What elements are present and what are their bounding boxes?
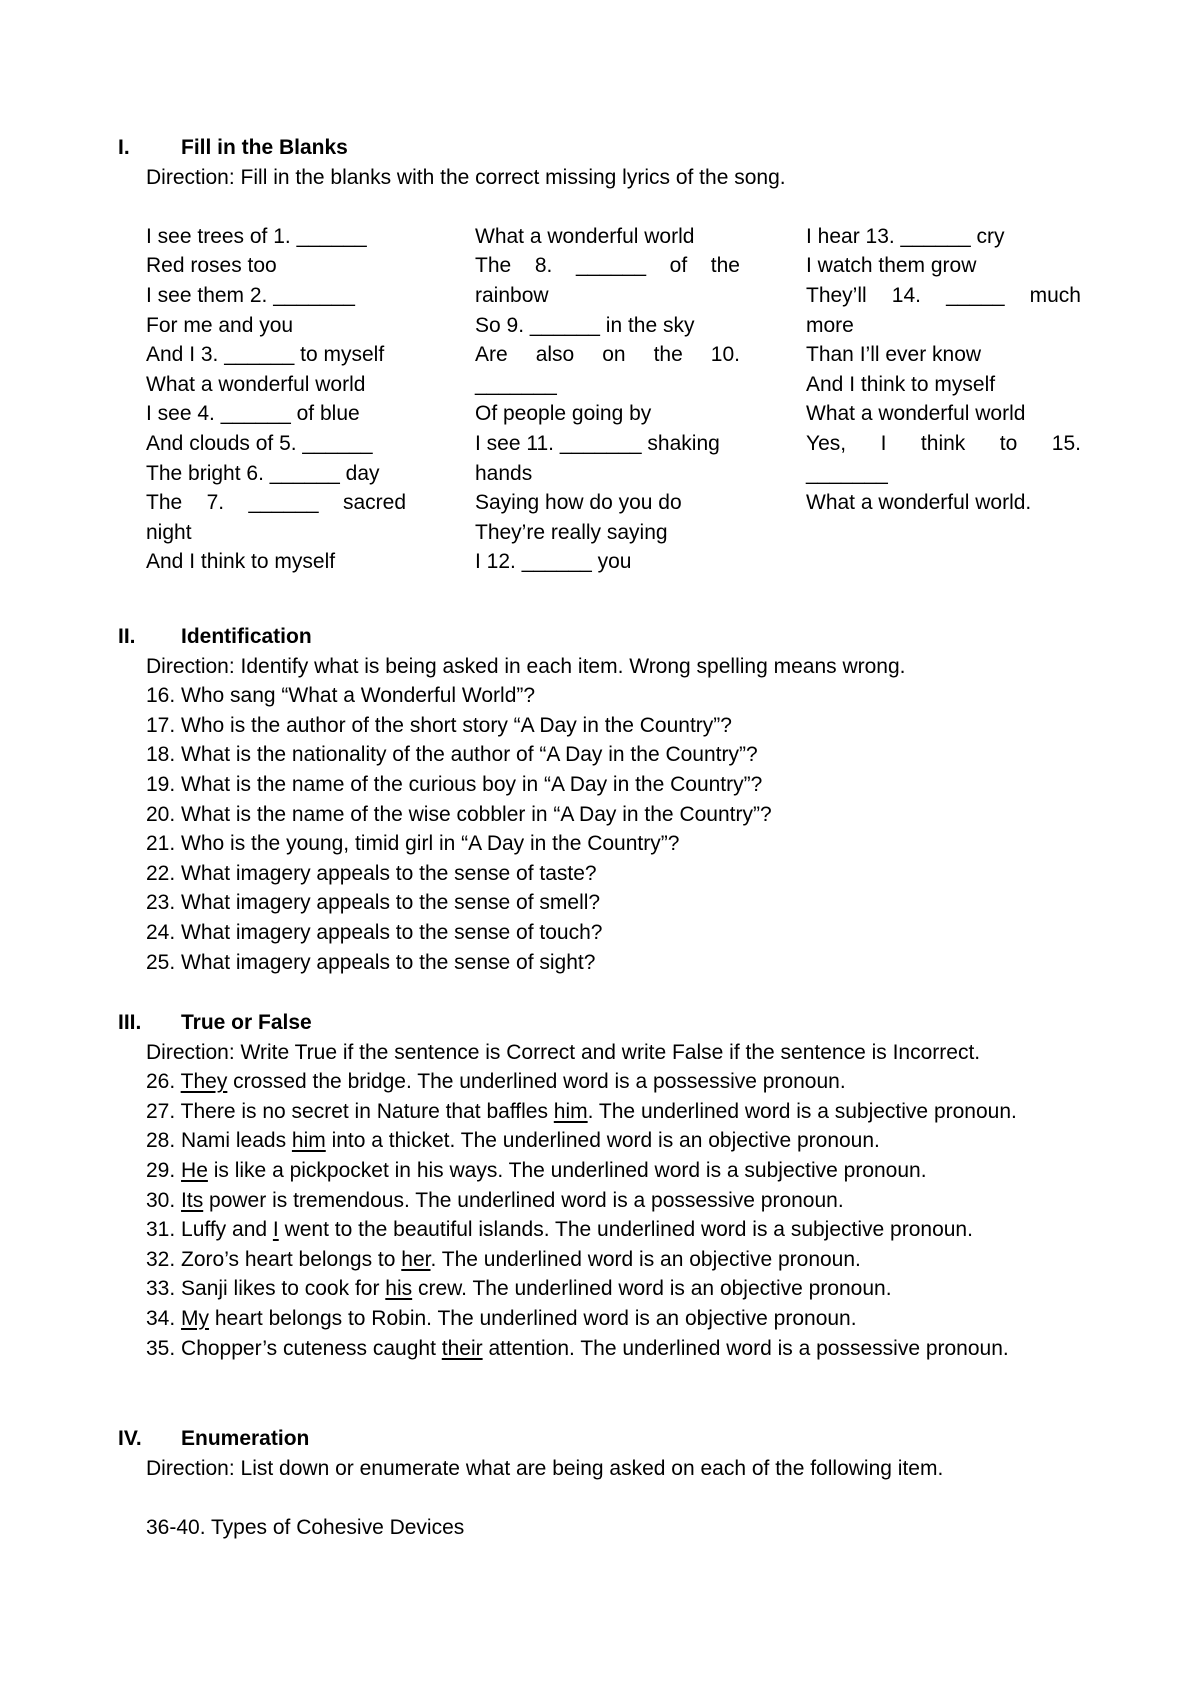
section-number: III. [118, 1011, 142, 1034]
underlined-word: They [180, 1070, 228, 1094]
underlined-word: Its [181, 1188, 204, 1212]
lyric-line: What a wonderful world [806, 402, 1026, 426]
section-fill-in-the-blanks [118, 133, 1081, 577]
section-direction: Direction: Write True if the sentence is Correct and write False if the sentence is Incorrect. [146, 1040, 981, 1064]
question-item: 19. What is the name of the curious boy in “A Day in the Country”? [146, 772, 763, 796]
lyric-line: The bright 6. ______ day [146, 461, 380, 485]
question-item: 21. Who is the young, timid girl in “A Day in the Country”? [146, 832, 680, 856]
question-item: 25. What imagery appeals to the sense of sight? [146, 950, 596, 974]
section-direction: Direction: List down or enumerate what are being asked on each of the following item. [146, 1456, 944, 1480]
lyric-line: For me and you [146, 313, 294, 337]
underlined-word: their [441, 1336, 483, 1360]
lyric-line: more [806, 313, 854, 337]
tf-item: 27. There is no secret in Nature that baffles him. The underlined word is a subjective pronoun. [146, 1099, 1017, 1123]
section-number: II. [118, 625, 136, 648]
lyric-line: Yes, I think to 15. [806, 431, 1081, 455]
section-heading [118, 1424, 1078, 1454]
underlined-word: I [272, 1218, 279, 1242]
section-heading [118, 133, 1078, 163]
lyric-line: I see them 2. _______ [146, 283, 355, 307]
section-number: IV. [118, 1427, 142, 1450]
lyric-line: I see 4. ______ of blue [146, 402, 360, 426]
question-item: 17. Who is the author of the short story “A Day in the Country”? [146, 713, 732, 737]
lyric-line: Of people going by [475, 402, 652, 426]
question-item: 24. What imagery appeals to the sense of touch? [146, 920, 603, 944]
underlined-word: her [401, 1247, 431, 1271]
lyric-line: I watch them grow [806, 254, 977, 278]
tf-item: 33. Sanji likes to cook for his crew. The underlined word is an objective pronoun. [146, 1277, 892, 1301]
tf-item: 28. Nami leads him into a thicket. The underlined word is an objective pronoun. [146, 1129, 880, 1153]
section-heading [118, 1008, 1078, 1038]
lyric-line: What a wonderful world. [806, 491, 1032, 515]
section-enumeration [118, 1424, 1078, 1542]
underlined-word: My [181, 1306, 210, 1330]
lyric-line: Saying how do you do [475, 491, 682, 515]
lyric-line: I see trees of 1. ______ [146, 224, 367, 248]
lyric-line: And I 3. ______ to myself [146, 343, 385, 367]
section-direction: Direction: Identify what is being asked in each item. Wrong spelling means wrong. [146, 654, 906, 678]
underlined-word: him [291, 1129, 326, 1153]
underlined-word: him [553, 1099, 588, 1123]
lyric-line: Red roses too [146, 254, 277, 278]
lyric-line: I 12. ______ you [475, 550, 632, 574]
lyric-line: What a wonderful world [475, 224, 695, 248]
tf-item: 26. They crossed the bridge. The underlined word is a possessive pronoun. [146, 1070, 846, 1094]
lyric-line: They’ll 14. _____ much [806, 283, 1081, 307]
lyric-line: The 7. ______ sacred [146, 491, 406, 515]
lyrics-columns [118, 222, 1081, 577]
section-title: Enumeration [181, 1427, 310, 1450]
lyric-line: And I think to myself [146, 550, 336, 574]
lyric-line: _______ [475, 372, 557, 396]
tf-item: 30. Its power is tremendous. The underlined word is a possessive pronoun. [146, 1188, 844, 1212]
section-number: I. [118, 136, 130, 159]
lyric-line: And I think to myself [806, 372, 996, 396]
lyric-line: I hear 13. ______ cry [806, 224, 1005, 248]
question-item: 20. What is the name of the wise cobbler in “A Day in the Country”? [146, 802, 772, 826]
underlined-word: his [385, 1277, 413, 1301]
section-true-or-false [118, 1008, 1078, 1363]
tf-item: 31. Luffy and I went to the beautiful islands. The underlined word is a subjective pronoun. [146, 1218, 973, 1242]
lyrics-column-2 [475, 222, 740, 577]
lyric-line: They’re really saying [475, 520, 668, 544]
question-item: 23. What imagery appeals to the sense of smell? [146, 891, 601, 915]
enumeration-item: 36-40. Types of Cohesive Devices [146, 1515, 465, 1539]
tf-item: 29. He is like a pickpocket in his ways. The underlined word is a subjective pronoun. [146, 1158, 927, 1182]
section-identification [118, 622, 1078, 977]
lyrics-column-1 [146, 222, 406, 577]
question-item: 22. What imagery appeals to the sense of taste? [146, 861, 597, 885]
lyric-line: hands [475, 461, 533, 485]
tf-item: 35. Chopper’s cuteness caught their attention. The underlined word is a possessive pronoun. [146, 1336, 1009, 1360]
question-item: 18. What is the nationality of the author of “A Day in the Country”? [146, 743, 758, 767]
lyric-line: Are also on the 10. [475, 343, 740, 367]
question-item: 16. Who sang “What a Wonderful World”? [146, 684, 536, 708]
lyric-line: The 8. ______ of the [475, 254, 740, 278]
tf-item: 34. My heart belongs to Robin. The underlined word is an objective pronoun. [146, 1306, 857, 1330]
lyric-line: I see 11. _______ shaking [475, 431, 720, 455]
tf-item: 32. Zoro’s heart belongs to her. The underlined word is an objective pronoun. [146, 1247, 861, 1271]
lyric-line: Than I’ll ever know [806, 343, 982, 367]
lyric-line: So 9. ______ in the sky [475, 313, 695, 337]
section-title: Identification [181, 625, 312, 648]
section-heading [118, 622, 1078, 652]
lyric-line: _______ [806, 461, 888, 485]
section-direction: Direction: Fill in the blanks with the correct missing lyrics of the song. [146, 165, 786, 189]
section-title: True or False [181, 1011, 312, 1034]
lyric-line: rainbow [475, 283, 549, 307]
section-title: Fill in the Blanks [181, 136, 348, 159]
lyric-line: night [146, 520, 192, 544]
lyrics-column-3 [806, 222, 1081, 518]
lyric-line: What a wonderful world [146, 372, 366, 396]
lyric-line: And clouds of 5. ______ [146, 431, 373, 455]
underlined-word: He [181, 1158, 208, 1182]
